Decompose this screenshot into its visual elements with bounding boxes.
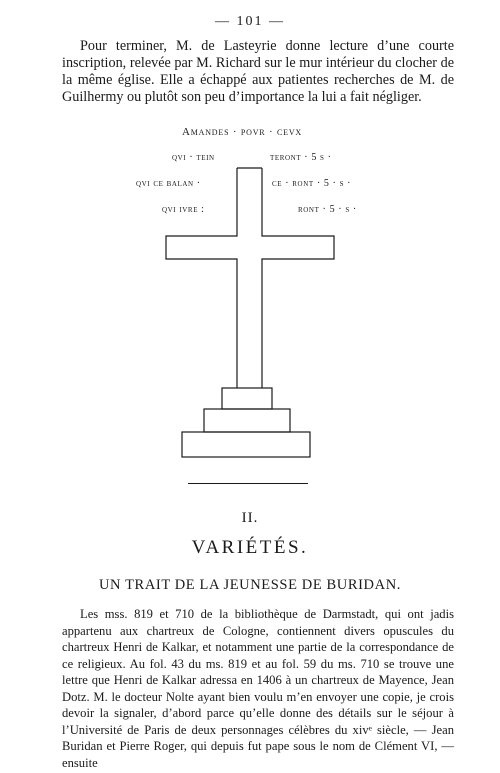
inscription-left-line-3: qvi ivre :	[162, 204, 205, 215]
cross-shaft	[166, 168, 334, 388]
section-divider	[188, 483, 308, 484]
inscription-right-line-2: ce · ront · 5 · s ·	[272, 178, 352, 189]
inscription-right-line-3: ront · 5 · s ·	[298, 204, 357, 215]
body-paragraph: Les mss. 819 et 710 de la bibliothèque de Darmstadt, qui ont jadis appartenu aux chartreux de Cologne, contiennent divers opuscules du chartreux Henri de Kalkar, et notamment une partie de la correspondance de ce religieux. Au fol. 43 du ms. 819 et au fol. 59 du ms. 710 se trouve une lettre que Henri de Kalkar adressa en 1406 à un chartreux de Mayence, Jean Dotz. M. le docteur Nolte ayant bien voulu m’en envoyer une copie, je crois devoir la signaler, d’abord parce qu’elle donne des détails sur le séjour à l’Université de Paris de deux personnages célèbres du xivᵉ siècle, — Jean Buridan et Pierre Roger, qui depuis fut pape sous le nom de Clément VI, — ensuite	[62, 607, 454, 770]
inscription-left-line-2: qvi ce balan ·	[136, 178, 201, 189]
cross-base-step-3	[182, 432, 310, 457]
article-subtitle: UN TRAIT DE LA JEUNESSE DE BURIDAN.	[98, 577, 401, 593]
inscription-heading: Amandes · povr · cevx	[182, 126, 302, 138]
intro-paragraph: Pour terminer, M. de Lasteyrie donne lecture d’une courte inscription, relevée par M. Richard sur le mur intérieur du clocher de la même église. Elle a échappé aux patientes recherches de M. de Guilhermy ou plutôt son peu d’importance la lui a fait négliger.	[62, 38, 454, 105]
page-number: — 101 —	[215, 14, 285, 29]
cross-base-step-2	[204, 409, 290, 432]
section-title: VARIÉTÉS.	[191, 537, 309, 558]
cross-base-step-1	[222, 388, 272, 409]
inscription-left-line-1: qvi · tein	[172, 152, 215, 163]
inscription-right-line-1: teront · 5 s ·	[270, 152, 332, 163]
section-number: II.	[241, 510, 259, 526]
